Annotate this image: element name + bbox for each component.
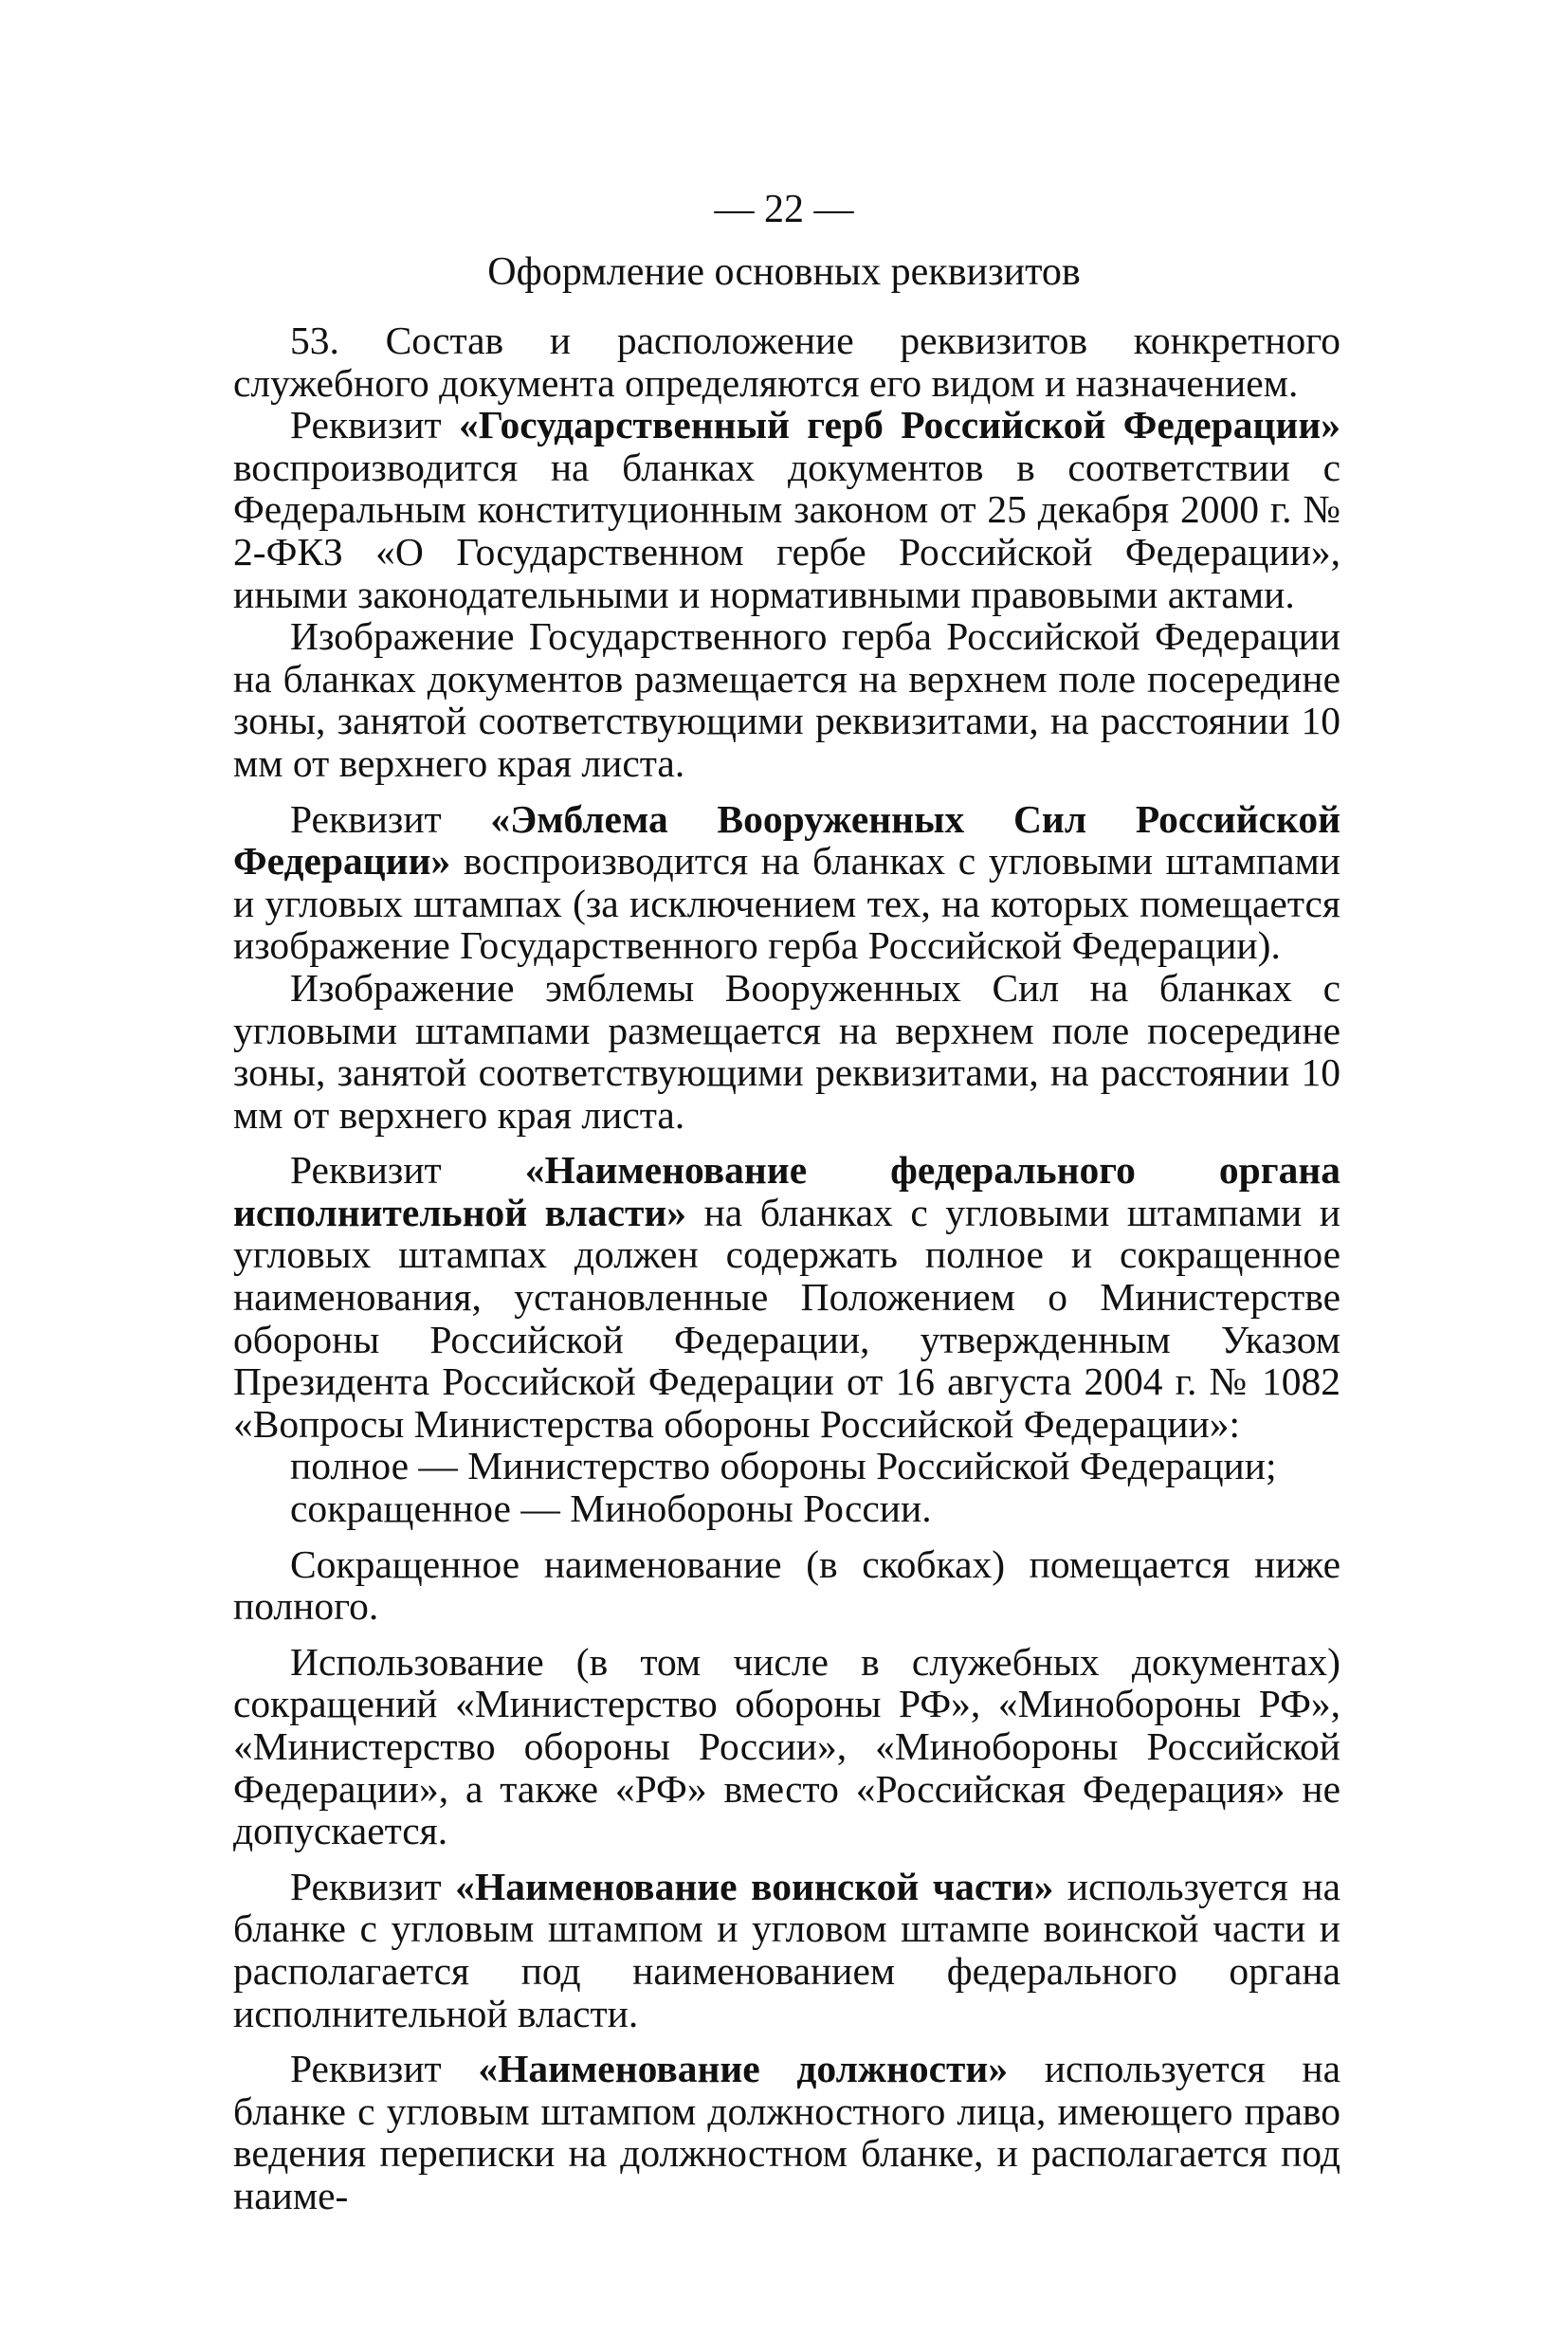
paragraph-text: Изображение эмблемы Вооруженных Сил на бланках с угловыми штампами размещается на верхнем поле посередине зоны, занятой соответствующими реквизитами, на расстоянии 10 мм от верхнего края листа. <box>233 965 1340 1137</box>
paragraph-full-name <box>233 1445 1340 1487</box>
requisite-name: «Государственный герб Российской Федерации» <box>459 403 1340 447</box>
requisite-name: «Наименование федерального органа исполнительной власти» <box>233 1148 1340 1234</box>
paragraph-prefix: Реквизит <box>290 1148 525 1193</box>
paragraph-text: на бланках с угловыми штампами и угловых штампах должен содержать полное и сокращенное наименования, установленные Положением о Министерстве обороны Российской Федерации, утвержденным Указом Президента Российской Федерации от 16 августа 2004 г. № 1082 «Вопросы Министерства обороны Российской Федерации»: <box>233 1190 1340 1446</box>
paragraph-short-name-placement <box>233 1543 1340 1628</box>
requisite-name: «Наименование воинской части» <box>455 1864 1054 1908</box>
paragraph-text: Изображение Государственного герба Российской Федерации на бланках документов размещается на верхнем поле посередине зоны, занятой соответствующими реквизитами, на расстоянии 10 мм от верхнего края листа. <box>233 614 1340 785</box>
paragraph-item-53 <box>233 319 1340 404</box>
paragraph-abbreviations <box>233 1641 1340 1852</box>
paragraph-text: используется на бланке с угловым штампом и угловом штампе воинской части и располагается под наименованием федерального органа исполнительной власти. <box>233 1864 1340 2035</box>
paragraph-prefix: Реквизит <box>290 2047 479 2091</box>
paragraph-text: воспроизводится на бланках документов в соответствии с Федеральным конституционным законом от 25 декабря 2000 г. № 2-ФКЗ «О Государственном гербе Российской Федерации», иными законодательными и нормативными правовыми актами. <box>233 445 1340 616</box>
paragraph-emblem-placement <box>233 967 1340 1136</box>
paragraph-text: сокращенное — Минобороны России. <box>290 1486 932 1531</box>
paragraph-prefix: Реквизит <box>290 1864 456 1908</box>
page-number: — 22 — <box>714 188 854 231</box>
paragraph-gerb-requisite <box>233 404 1340 615</box>
body-text <box>233 319 1340 2217</box>
paragraph-text: Использование (в том числе в служебных документах) сокращений «Министерство обороны РФ», «Минобороны РФ», «Министерство обороны России», «Минобороны Российской Федерации», а также «РФ» вместо «Российская Федерация» не допускается. <box>233 1639 1340 1853</box>
section-title: Оформление основных реквизитов <box>487 250 1081 294</box>
paragraph-organ-name-requisite <box>233 1149 1340 1445</box>
paragraph-text: используется на бланке с угловым штампом должностного лица, имеющего право ведения переписки на должностном бланке, и располагается под наиме- <box>233 2047 1340 2217</box>
paragraph-unit-name-requisite <box>233 1866 1340 2034</box>
requisite-name: «Эмблема Вооруженных Сил Российской Федерации» <box>233 796 1340 884</box>
paragraph-text: 53. Состав и расположение реквизитов конкретного служебного документа определяются его видом и назначением. <box>233 319 1340 405</box>
paragraph-gerb-placement <box>233 615 1340 784</box>
requisite-name: «Наименование должности» <box>478 2047 1009 2091</box>
paragraph-text: воспроизводится на бланках с угловыми штампами и угловых штампах (за исключением тех, на которых помещается изображение Государственного герба Российской Федерации). <box>233 839 1340 968</box>
paragraph-prefix: Реквизит <box>290 796 491 841</box>
paragraph-prefix: Реквизит <box>290 403 460 447</box>
paragraph-position-name-requisite <box>233 2048 1340 2216</box>
paragraph-short-name <box>233 1487 1340 1530</box>
paragraph-text: полное — Министерство обороны Российской Федерации; <box>290 1444 1277 1488</box>
paragraph-text: Сокращенное наименование (в скобках) помещается ниже полного. <box>233 1541 1340 1629</box>
paragraph-emblem-requisite <box>233 798 1340 967</box>
